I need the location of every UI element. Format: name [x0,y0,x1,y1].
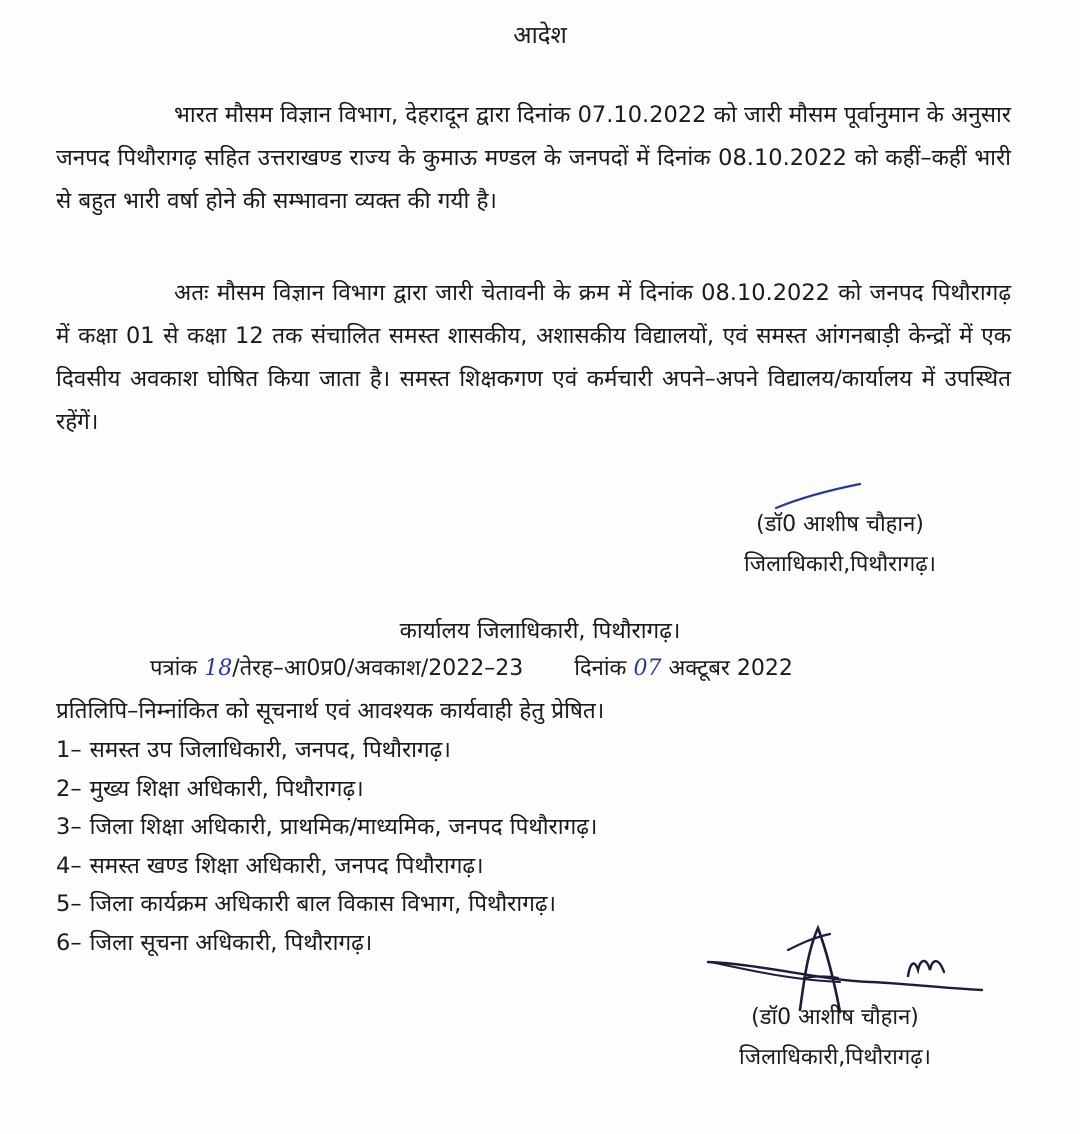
list-item [56,808,597,847]
signatory-block-1 [705,505,975,585]
list-item-text: जिला कार्यक्रम अधिकारी बाल विकास विभाग, पिथौरागढ़। [89,891,557,917]
signatory-designation: जिलाधिकारी,पिथौरागढ़। [744,552,936,577]
copy-to-intro: प्रतिलिपि–निम्नांकित को सूचनार्थ एवं आवश्यक कार्यवाही हेतु प्रेषित। [56,698,605,724]
list-item [56,847,597,886]
date-label: दिनांक [574,656,627,681]
recipient-list [56,731,597,962]
list-item-text: मुख्य शिक्षा अधिकारी, पिथौरागढ़। [89,775,364,802]
document-title: आदेश [513,21,567,49]
list-item-number: 4– [56,852,82,879]
reference-number: 18 [204,656,233,681]
list-item [56,731,597,770]
signatory-name: (डॉ0 आशीष चौहान) [751,1005,919,1030]
list-item-number: 5– [56,891,82,917]
date-month-year: अक्टूबर 2022 [668,656,793,681]
signatory-block-2 [700,998,970,1078]
list-item [56,924,597,963]
list-item-text: समस्त उप जिलाधिकारी, जनपद, पिथौरागढ़। [89,737,451,763]
list-item-number: 6– [56,929,82,956]
reference-line [150,652,793,682]
reference-suffix: /तेरह–आ0प्र0/अवकाश/2022–23 [232,656,524,681]
paragraph-forecast: भारत मौसम विज्ञान विभाग, देहरादून द्वारा दिनांक 07.10.2022 को जारी मौसम पूर्वानुमान के अनुसार जनपद पिथौरागढ़ सहित उत्तराखण्ड राज्य के कुमाऊ मण्डल के जनपदों में दिनांक 08.10.2022 को कहीं–कहीं भारी से बहुत भारी वर्षा होने की सम्भावना व्यक्त की गयी है। [56,102,1011,214]
office-header: कार्यालय जिलाधिकारी, पिथौरागढ़। [399,618,681,644]
list-item-text: समस्त खण्ड शिक्षा अधिकारी, जनपद पिथौरागढ़। [89,852,484,879]
signatory-name: (डॉ0 आशीष चौहान) [756,512,924,537]
list-item [56,770,597,809]
list-item-text: जिला शिक्षा अधिकारी, प्राथमिक/माध्यमिक, जनपद पिथौरागढ़। [89,814,598,840]
date-day: 07 [633,656,662,681]
list-item-number: 1– [56,737,82,763]
signatory-designation: जिलाधिकारी,पिथौरागढ़। [739,1045,931,1070]
list-item-number: 2– [56,775,82,802]
list-item-number: 3– [56,814,82,840]
reference-prefix: पत्रांक [150,656,198,681]
list-item-text: जिला सूचना अधिकारी, पिथौरागढ़। [89,929,373,956]
list-item [56,885,597,924]
paragraph-holiday-order: अतः मौसम विज्ञान विभाग द्वारा जारी चेतावनी के क्रम में दिनांक 08.10.2022 को जनपद पिथौरागढ़ में कक्षा 01 से कक्षा 12 तक संचालित समस्त शासकीय, अशासकीय विद्यालयों, एवं समस्त आंगनबाड़ी केन्द्रों में एक दिवसीय अवकाश घोषित किया जाता है। समस्त शिक्षकगण एवं कर्मचारी अपने–अपने विद्यालय/कार्यालय में उपस्थित रहेंगें। [56,280,1011,435]
